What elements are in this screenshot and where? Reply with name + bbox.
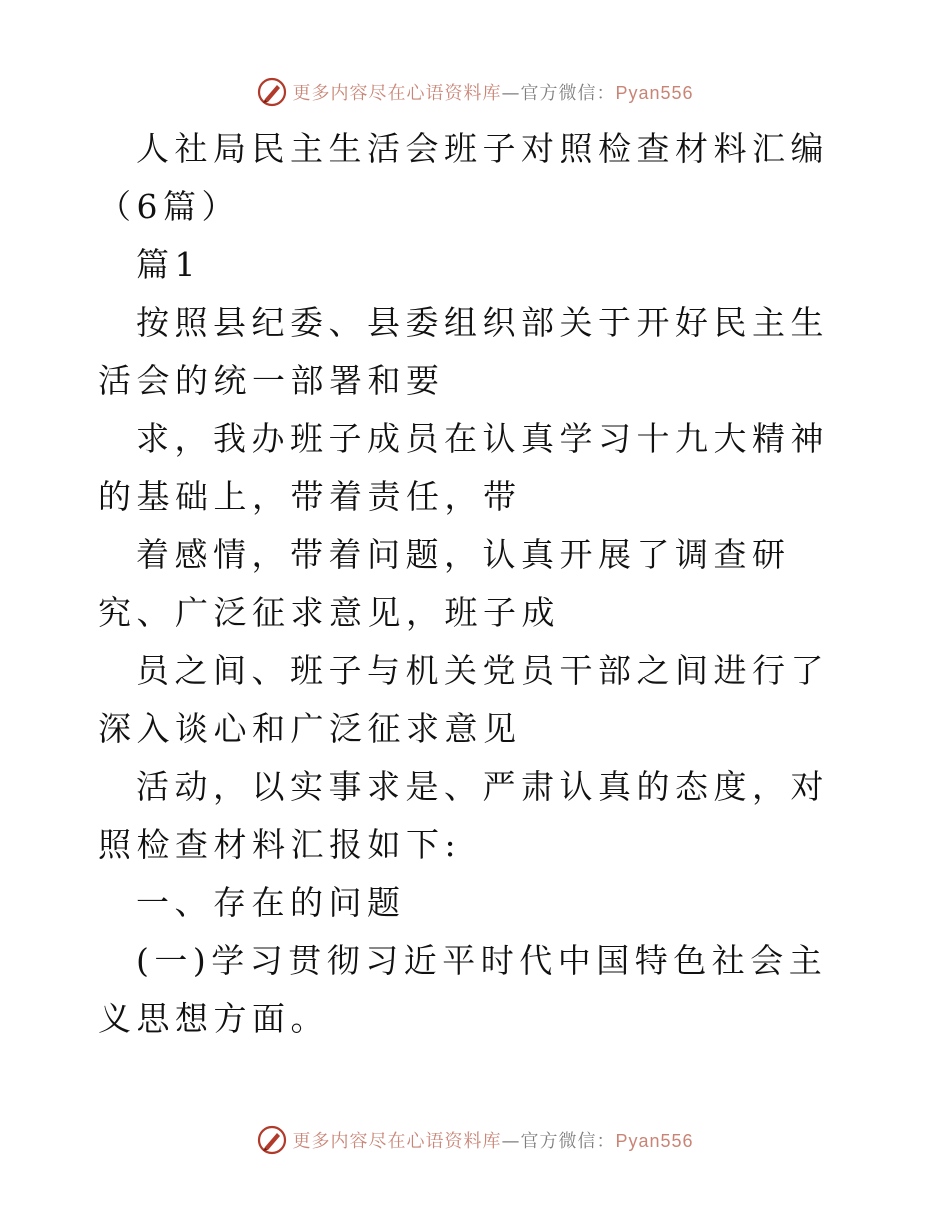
body-paragraph: 按照县纪委、县委组织部关于开好民主生活会的统一部署和要 bbox=[98, 303, 829, 400]
watermark-dash: — bbox=[501, 1131, 521, 1152]
body-paragraph: 活动，以实事求是、严肃认真的态度，对照检查材料汇报如下: bbox=[98, 767, 829, 864]
watermark-wechat-id: Pyan556 bbox=[615, 1131, 694, 1151]
watermark-dash: — bbox=[501, 83, 521, 104]
section-label: 篇1 bbox=[136, 245, 201, 284]
watermark-brand-text: 更多内容尽在心语资料库 bbox=[292, 83, 502, 104]
watermark-wechat-label: 官方微信： bbox=[520, 1131, 616, 1152]
header-watermark bbox=[0, 72, 950, 112]
document-body bbox=[98, 120, 854, 1048]
heading-problems: 一、存在的问题 bbox=[136, 883, 406, 922]
document-title: 人社局民主生活会班子对照检查材料汇编（6篇） bbox=[98, 129, 829, 226]
body-paragraph: 求，我办班子成员在认真学习十九大精神的基础上，带着责任，带 bbox=[98, 419, 829, 516]
body-paragraph: 着感情，带着问题，认真开展了调查研究、广泛征求意见，班子成 bbox=[98, 535, 791, 632]
watermark-wechat-id: Pyan556 bbox=[615, 83, 694, 103]
pen-logo-icon bbox=[256, 76, 288, 108]
pen-logo-icon bbox=[256, 1124, 288, 1156]
body-paragraph: 员之间、班子与机关党员干部之间进行了深入谈心和广泛征求意见 bbox=[98, 651, 829, 748]
watermark-brand-text: 更多内容尽在心语资料库 bbox=[292, 1131, 502, 1152]
subheading-study: (一)学习贯彻习近平时代中国特色社会主义思想方面。 bbox=[98, 941, 828, 1038]
watermark-wechat-label: 官方微信： bbox=[520, 83, 616, 104]
footer-watermark bbox=[0, 1120, 950, 1160]
